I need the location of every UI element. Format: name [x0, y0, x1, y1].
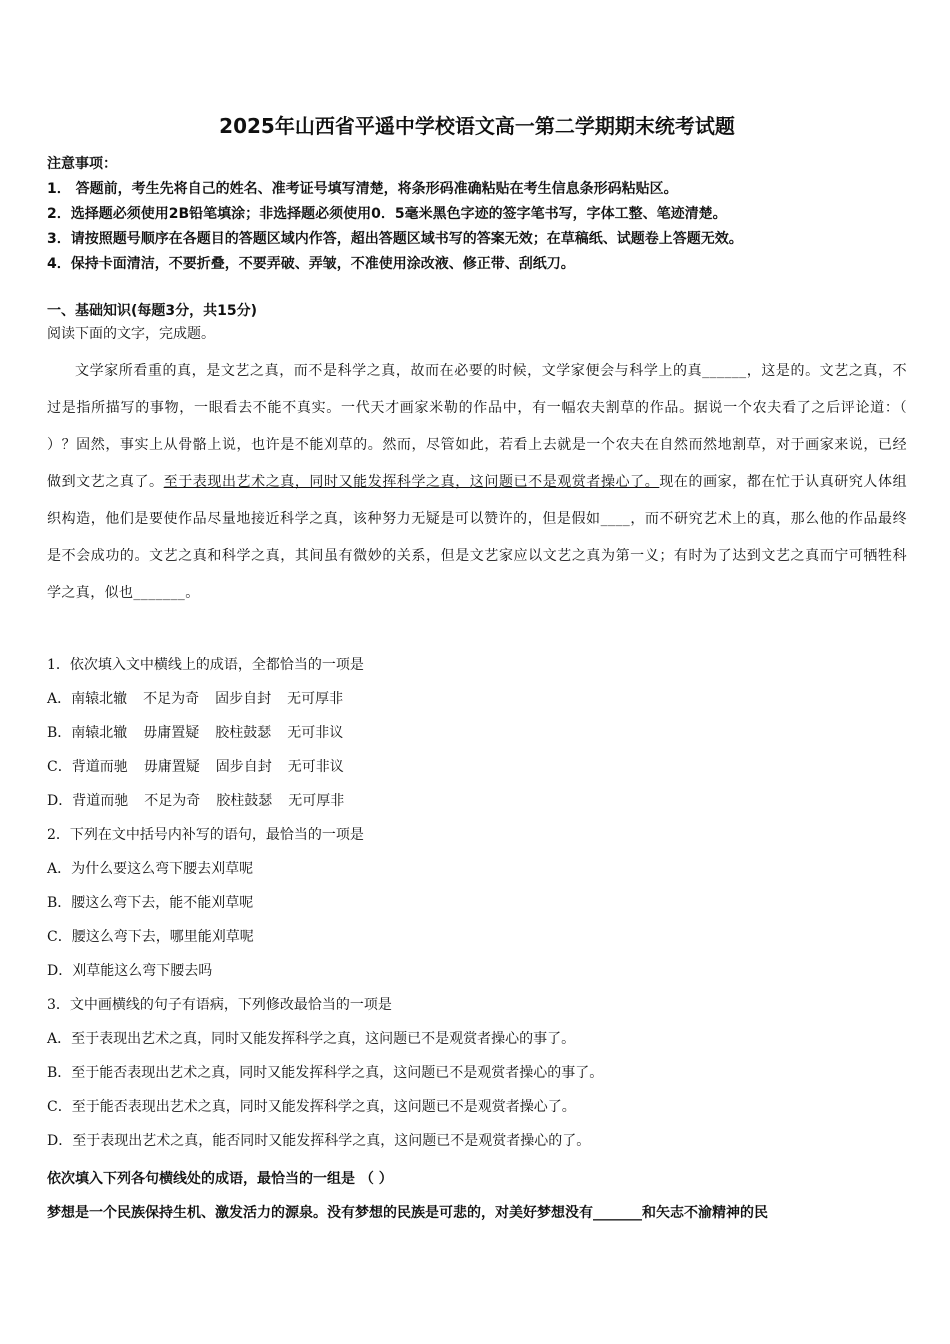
option-word: 固步自封 — [215, 759, 272, 775]
option-word: 背道而驰 — [71, 759, 128, 775]
option-word: 胶柱鼓瑟 — [216, 793, 273, 809]
option-word: 无可非议 — [287, 759, 344, 775]
question-sentence: 梦想是一个民族保持生机、激发活力的源泉。没有梦想的民族是可悲的，对美好梦想没有_______和矢志不渝精神的民 — [47, 1205, 768, 1221]
question-option: A．为什么要这么弯下腰去刈草呢 — [47, 861, 254, 877]
section-header — [47, 300, 907, 346]
option-letter: D． — [47, 793, 73, 809]
option-word: 毋庸置疑 — [143, 759, 200, 775]
section-intro: 阅读下面的文字，完成题。 — [47, 326, 215, 342]
notice-item: 4．保持卡面清洁，不要折叠，不要弄破、弄皱，不准使用涂改液、修正带、刮纸刀。 — [47, 256, 575, 272]
question-stem: 2．下列在文中括号内补写的语句，最恰当的一项是 — [47, 827, 364, 843]
notice-item: 3．请按照题号顺序在各题目的答题区域内作答，超出答题区域书写的答案无效；在草稿纸、试题卷上答题无效。 — [47, 231, 743, 247]
notice-item: 1． 答题前，考生先将自己的姓名、准考证号填写清楚，将条形码准确粘贴在考生信息条形码粘贴区。 — [47, 181, 678, 197]
question-option: D．至于表现出艺术之真，能否同时又能发挥科学之真，这问题已不是观赏者操心的了。 — [47, 1133, 591, 1149]
option-word: 无可非议 — [287, 725, 344, 741]
question-option — [47, 682, 907, 716]
question-stem: 3．文中画横线的句子有语病，下列修改最恰当的一项是 — [47, 997, 392, 1013]
question-option: D．刈草能这么弯下腰去吗 — [47, 963, 213, 979]
option-word: 不足为奇 — [144, 793, 201, 809]
option-word: 胶柱鼓瑟 — [215, 725, 272, 741]
option-word: 南辕北辙 — [71, 725, 128, 741]
option-word: 固步自封 — [215, 691, 272, 707]
section-heading: 一、基础知识(每题3分，共15分) — [47, 303, 258, 319]
option-letter: A． — [47, 691, 72, 707]
page-title: 2025年山西省平遥中学校语文高一第二学期期末统考试题 — [219, 114, 735, 138]
question-stem: 1．依次填入文中横线上的成语，全都恰当的一项是 — [47, 657, 364, 673]
question-option — [47, 750, 907, 784]
option-word: 南辕北辙 — [71, 691, 128, 707]
question-option — [47, 716, 907, 750]
option-word: 背道而驰 — [72, 793, 129, 809]
option-letter: B． — [47, 725, 72, 741]
question-option: B．腰这么弯下去，能不能刈草呢 — [47, 895, 254, 911]
notice-heading: 注意事项： — [47, 156, 117, 172]
option-word: 毋庸置疑 — [143, 725, 200, 741]
option-word: 无可厚非 — [288, 793, 345, 809]
question-option: C．至于能否表现出艺术之真，同时又能发挥科学之真，这问题已不是观赏者操心了。 — [47, 1099, 576, 1115]
passage-text: 现在的画家，都在忙于认真研究人体组织构造，他们是要使作品尽量地接近科学之真，该种努力无疑是可以赞许的，但是假如____，而不研究艺术上的真，那么他的作品最终是不会成功的。文艺之真和科学之真，其间虽有微妙的关系，但是文艺家应以文艺之真为第一义；有时为了达到文艺之真而宁可牺牲科学之真，似也_______。 — [47, 474, 907, 601]
option-word: 不足为奇 — [143, 691, 200, 707]
question-option: A．至于表现出艺术之真，同时又能发挥科学之真，这问题已不是观赏者操心的事了。 — [47, 1031, 576, 1047]
question-option — [47, 784, 907, 818]
option-letter: C． — [47, 759, 72, 775]
reading-passage — [47, 353, 907, 612]
notice-block — [47, 152, 907, 277]
underlined-sentence: 至于表现出艺术之真，同时又能发挥科学之真，这问题已不是观赏者操心了。 — [163, 474, 660, 490]
option-word: 无可厚非 — [287, 691, 344, 707]
notice-item: 2．选择题必须使用2B铅笔填涂；非选择题必须使用0．5毫米黑色字迹的签字笔书写，字体工整、笔迹清楚。 — [47, 206, 727, 222]
passage-text: 文学家所看重的真，是文艺之真，而不是科学之真，故而在必要的时候，文学家便会与科学上的真______，这是的。文艺之真，不过是指所描写的事物，一眼看去不能不真实。一代天才画家米勒的作品中，有一幅农夫割草的作品。据说一个农夫看了之后评论道：（ ）？固然，事实上从骨骼上说，也许是不能刈草的。然而，尽管如此，若看上去就是一个农夫在自然而然地割草，对于画家来说，已经做到文艺之真了。 — [47, 363, 907, 490]
next-question — [47, 1162, 907, 1230]
question-option: B．至于能否表现出艺术之真，同时又能发挥科学之真，这问题已不是观赏者操心的事了。 — [47, 1065, 604, 1081]
question-list — [47, 648, 907, 1158]
question-option: C．腰这么弯下去，哪里能刈草呢 — [47, 929, 254, 945]
question-prompt: 依次填入下列各句横线处的成语，最恰当的一组是 （ ） — [47, 1171, 393, 1187]
